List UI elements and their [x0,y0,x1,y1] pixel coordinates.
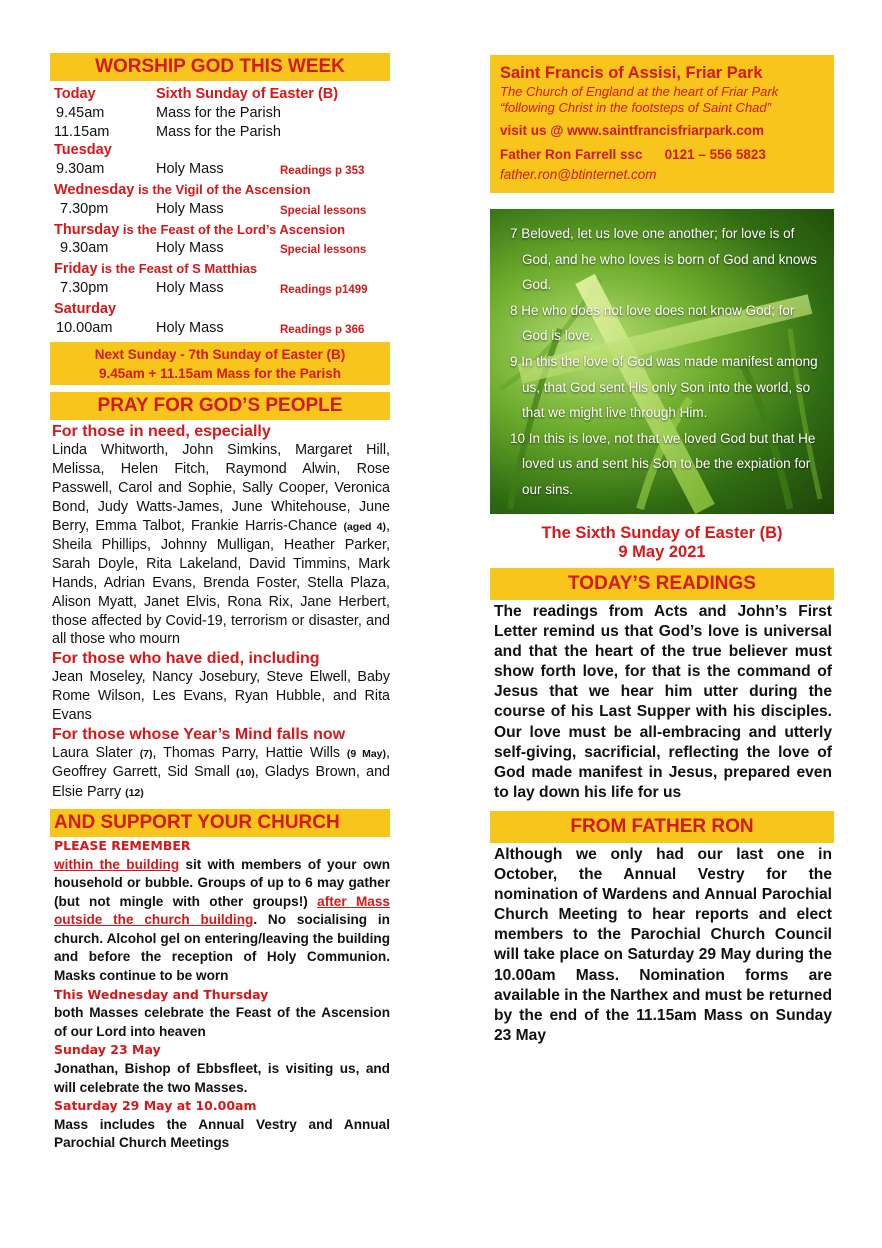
verse-8: 8 He who does not love does not know God; for God is love. [510,302,795,344]
in-need-names: Linda Whitworth, John Simkins, Margaret Hill, Melissa, Helen Fitch, Raymond Alwin, Rose Passwell, Carol and Sophie, Sally Cooper, Veronica Bond, Judy Watts-James, June Whitehouse, June Berry, Emma Talbot, Frankie Harris-Chance (aged 4), Sheila Phillips, Johnny Mulligan, Heather Parker, Sarah Doyle, Rita Lakeland, David Timmins, Mark Hands, Adrian Evans, Brenda Foster, Stella Plaza, Alison Myatt, Janet Elvis, Rona Rix, Jane Herbert, those affected by Covid-19, terrorism or disaster, and all those who mourn [52,442,390,648]
next-sunday-box [50,342,390,385]
thursday-heading: Thursday is the Feast of the Lord’s Ascension [54,221,346,238]
verse-10: 10 In this is love, not that we loved God but that He loved us and sent his Son to be the expiation for our sins. [510,430,816,497]
in-need-heading: For those in need, especially [52,423,271,441]
priest-contact: Father Ron Farrell ssc 0121 – 556 5823 [500,147,766,162]
verse-9: 9 In this the love of God was made manifest among us, that God sent His only Son into the world, so that we might live through Him. [510,353,818,421]
saturday-heading: Saturday [54,300,117,317]
vestry-text: Mass includes the Annual Vestry and Annual Parochial Church Meetings [54,1116,390,1151]
years-mind-heading: For those whose Year’s Mind falls now [52,725,346,743]
parish-website[interactable]: visit us @ www.saintfrancisfriarpark.com [500,123,765,138]
next-sunday-title: Next Sunday - 7th Sunday of Easter (B) [94,347,346,363]
support-section [50,837,390,1153]
parish-info-box [490,55,834,193]
years-mind-names: Laura Slater (7), Thomas Parry, Hattie Wills (9 May), Geoffrey Garrett, Sid Small (10), Gladys Brown, and Elsie Parry (12) [52,744,390,801]
sunday-title: The Sixth Sunday of Easter (B) [541,524,783,542]
departed-names: Jean Moseley, Nancy Josebury, Steve Elwell, Baby Rome Wilson, Les Evans, Ryan Hubble, and Rita Evans [52,669,390,723]
father-ron-heading: FROM FATHER RON [490,811,834,843]
covid-guidance: within the building sit with members of your own household or bubble. Groups of up to 6 may gather (but not mingle with other groups!) after Mass outside the church building. No socialising in church. Alcohol gel on entering/leaving the building and before the reception of Holy Communion. Masks continue to be worn [54,856,390,984]
priest-email[interactable]: father.ron@btinternet.com [500,167,657,182]
departed-heading: For those who have died, including [52,650,320,668]
bishop-visit-text: Jonathan, Bishop of Ebbsfleet, is visiting us, and will celebrate the two Masses. [54,1061,390,1095]
ascension-text: both Masses celebrate the Feast of the Ascension of our Lord into heaven [54,1005,390,1039]
tuesday-service: 9.30am Holy Mass Readings p 353 [56,161,365,178]
parish-tagline-1: The Church of England at the heart of Friar Park [500,84,779,99]
scripture-image [490,209,834,514]
saturday-service: 10.00am Holy Mass Readings p 366 [56,319,365,336]
right-column [490,55,834,1046]
scripture-verses [510,221,820,503]
today-heading: Today Sixth Sunday of Easter (B) [54,86,339,102]
left-column [50,53,390,1153]
friday-service: 7.30pm Holy Mass Readings p1499 [60,279,368,296]
parish-tagline-2: “following Christ in the footsteps of Saint Chad” [500,100,771,115]
today-service-1: 9.45am Mass for the Parish [56,104,281,121]
verse-7: 7 Beloved, let us love one another; for love is of God, and he who loves is born of God and knows God. [510,226,817,293]
parish-name: Saint Francis of Assisi, Friar Park [500,64,763,82]
sunday-date: 9 May 2021 [618,543,706,561]
father-ron-text: Although we only had our last one in October, the Annual Vestry for the nomination of Wardens and Annual Parochial Church Meeting to hear reports and elect members to the Parochial Church Council will take place on Saturday 29 May during the 10.00am Mass. Nomination forms are available in the Narthex and must be returned by the end of the 11.15am Mass on Sunday 23 May [494,845,832,1044]
date-caption [490,524,834,562]
friday-heading: Friday is the Feast of S Matthias [54,261,258,278]
bishop-visit-heading: Sunday 23 May [54,1042,161,1058]
tuesday-heading: Tuesday [54,142,112,159]
thursday-service: 9.30am Holy Mass Special lessons [60,240,367,257]
wednesday-service: 7.30pm Holy Mass Special lessons [60,200,367,217]
next-sunday-masses: 9.45am + 11.15am Mass for the Parish [98,366,341,382]
pray-section [50,422,390,803]
priest-phone: 0121 – 556 5823 [664,147,766,162]
pray-heading: PRAY FOR GOD’S PEOPLE [50,392,390,420]
vestry-heading: Saturday 29 May at 10.00am [54,1098,257,1114]
wednesday-heading: Wednesday is the Vigil of the Ascension [54,181,311,198]
worship-schedule [50,85,390,339]
today-service-2: 11.15am Mass for the Parish [54,123,281,140]
worship-heading: WORSHIP GOD THIS WEEK [50,53,390,81]
remember-heading: PLEASE REMEMBER [54,837,191,853]
support-heading: AND SUPPORT YOUR CHURCH [50,809,390,837]
readings-heading: TODAY’S READINGS [490,568,834,600]
ascension-heading: This Wednesday and Thursday [54,986,269,1002]
readings-text: The readings from Acts and John’s First Letter remind us that God’s love is universal and that the heart of the true believer must show forth love, for that is the command of Jesus that we hear him utter during the course of his Last Supper with his disciples. Our love must be all-embracing and utterly self-giving, sacrificial, reflecting the love of God made manifest in Jesus, prepared even to lay down his life for us [494,603,832,801]
